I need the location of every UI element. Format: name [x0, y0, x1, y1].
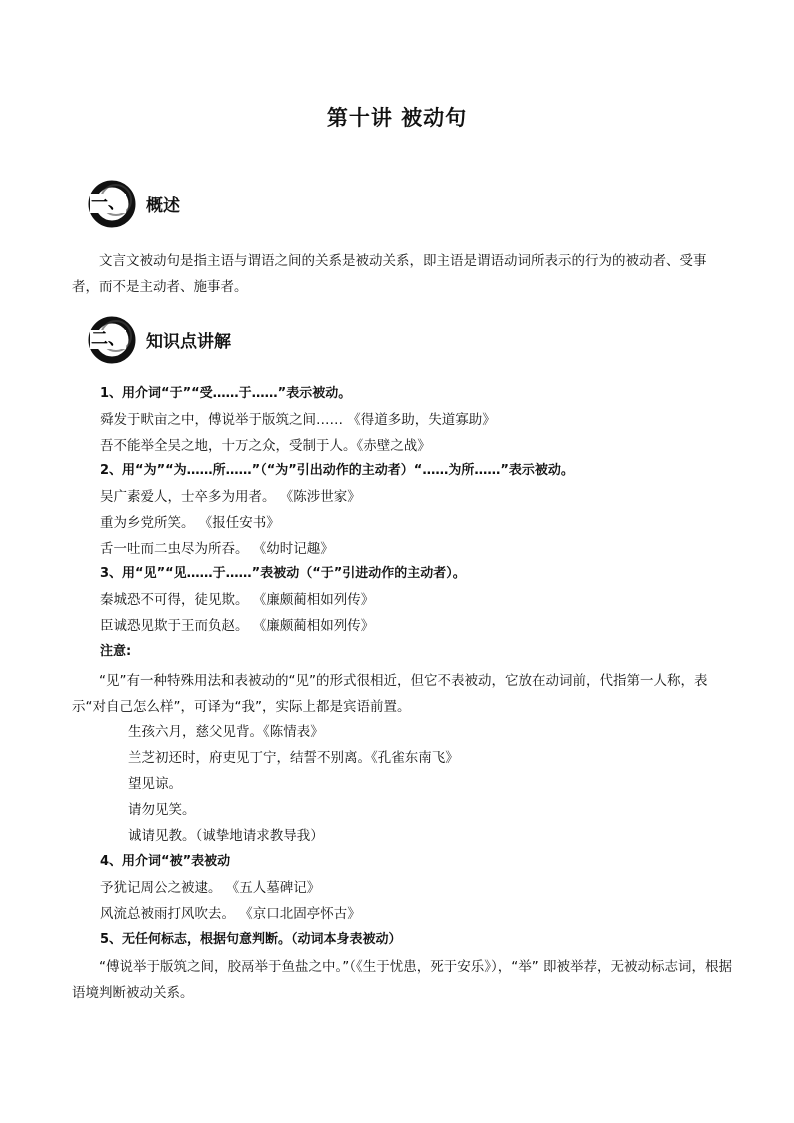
example-line: 予犹记周公之被逮。 《五人墓碑记》 [100, 880, 321, 896]
point-1-heading: 1、用介词“于”“受……于……”表示被动。 [100, 386, 352, 401]
example-line: 臣诚恐见欺于王而负赵。 《廉颇蔺相如列传》 [100, 618, 375, 634]
note-example: 兰芝初还时，府吏见丁宁，结誓不别离。《孔雀东南飞》 [128, 750, 459, 766]
example-line: 吾不能举全吴之地，十万之众，受制于人。《赤壁之战》 [100, 438, 431, 454]
section-number: 一、 [91, 193, 125, 213]
point-5-heading: 5、无任何标志，根据句意判断。（动词本身表被动） [100, 932, 402, 947]
example-line: 吴广素爱人，士卒多为用者。 《陈涉世家》 [100, 489, 361, 505]
point-2-heading: 2、用“为”“为……所……”（“为”引出动作的主动者）“……为所……”表示被动。 [100, 463, 574, 478]
section-title: 知识点讲解 [146, 332, 231, 352]
example-line: 重为乡党所笑。 《报任安书》 [100, 515, 280, 531]
example-line: 秦城恐不可得，徒见欺。 《廉颇蔺相如列传》 [100, 592, 375, 608]
note-example: 诚请见教。（诚挚地请求教导我） [128, 828, 324, 844]
section-number: 二、 [91, 329, 125, 349]
point-5-paragraph: “傅说举于版筑之间，胶鬲举于鱼盐之中。”（《生于忧患，死于安乐》），“举” 即被举荐，无被动标志词，根据语境判断被动关系。 [72, 959, 733, 1001]
point-4-heading: 4、用介词“被”表被动 [100, 854, 231, 869]
note-example: 生孩六月，慈父见背。《陈情表》 [128, 724, 324, 740]
example-line: 风流总被雨打风吹去。 《京口北固亭怀古》 [100, 906, 361, 922]
note-label: 注意: [100, 644, 132, 659]
page-title: 第十讲 被动句 [326, 106, 468, 130]
example-line: 舜发于畎亩之中，傅说举于版筑之间…… 《得道多助，失道寡助》 [100, 412, 496, 428]
point-3-heading: 3、用“见”“见……于……”表被动（“于”引进动作的主动者）。 [100, 566, 466, 581]
note-paragraph: “见”有一种特殊用法和表被动的“见”的形式很相近，但它不表被动，它放在动词前，代指第一人称，表示“对自己怎么样”，可译为“我”，实际上都是宾语前置。 [72, 673, 708, 715]
section-title: 概述 [146, 196, 180, 216]
note-example: 请勿见笑。 [128, 802, 196, 818]
note-example: 望见谅。 [128, 776, 182, 792]
overview-paragraph: 文言文被动句是指主语与谓语之间的关系是被动关系，即主语是谓语动词所表示的行为的被动者、受事者，而不是主动者、施事者。 [72, 253, 707, 295]
example-line: 舌一吐而二虫尽为所吞。 《幼时记趣》 [100, 541, 334, 557]
